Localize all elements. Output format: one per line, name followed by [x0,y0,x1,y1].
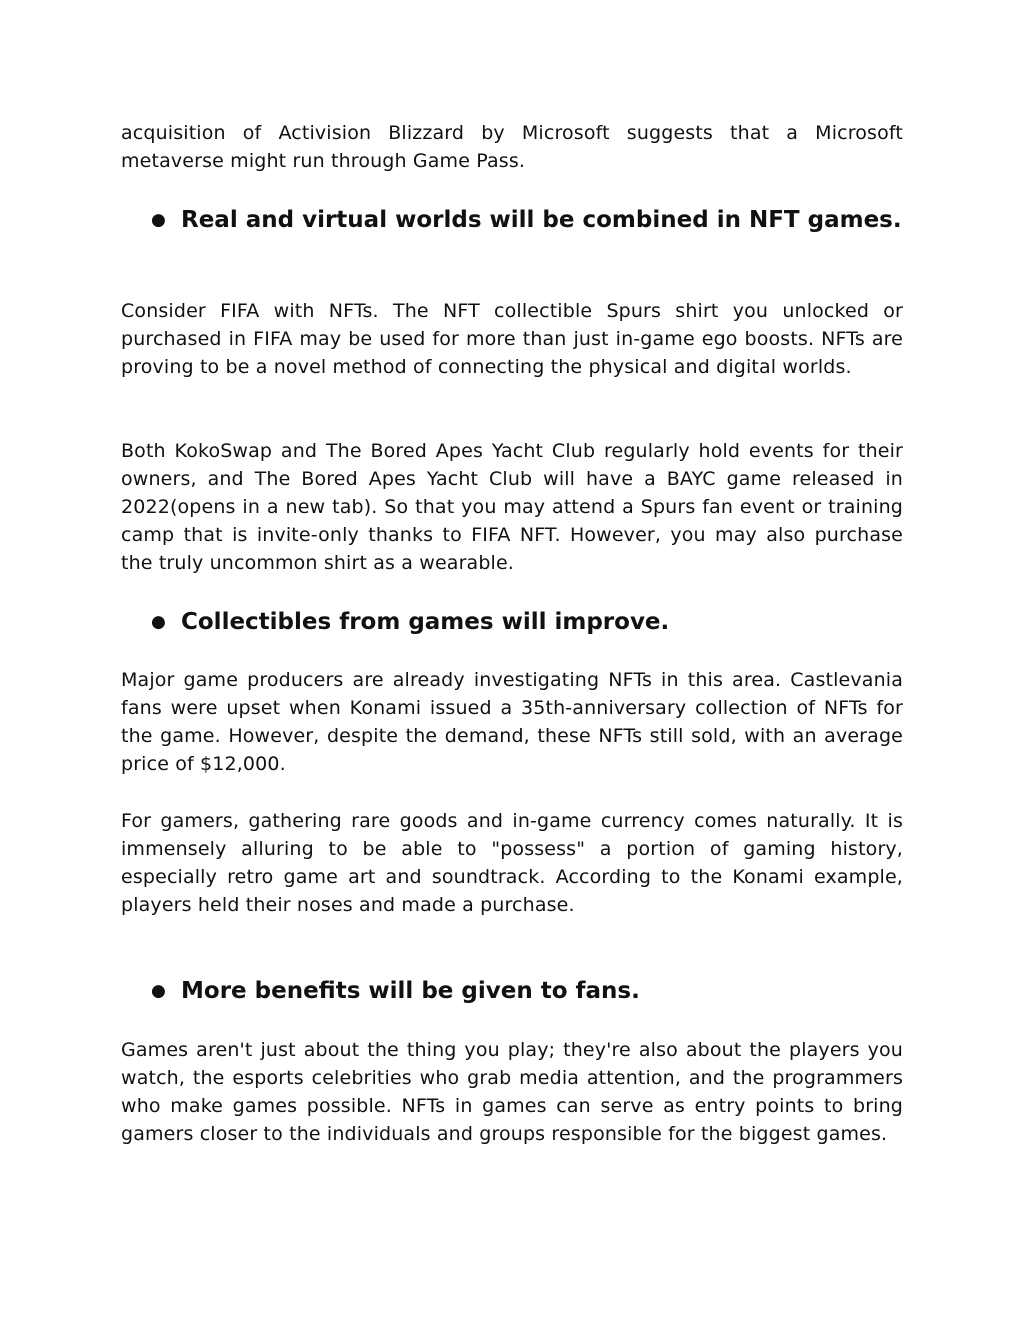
paragraph-konami-castlevania: Major game producers are already investigating NFTs in this area. Castlevania fans were upset when Konami issued a 35th-anniversary collection of NFTs for the game. However, despite the demand, these NFTs still sold, with an average price of $12,000. [121,669,903,775]
heading-text: Collectibles from games will improve. [181,609,670,635]
bullet-icon: ● [151,210,166,230]
bullet-icon: ● [151,981,166,1001]
heading-real-virtual-worlds [151,204,903,236]
bullet-icon: ● [151,612,166,632]
heading-text: More benefits will be given to fans. [181,978,640,1004]
paragraph-games-players: Games aren't just about the thing you play; they're also about the players you watch, the esports celebrities who grab media attention, and the programmers who make games possible. NFTs in games can serve as entry points to bring gamers closer to the individuals and groups responsible for the biggest games. [121,1039,903,1145]
paragraph-kokoswap-bayc: Both KokoSwap and The Bored Apes Yacht Club regularly hold events for their owners, and The Bored Apes Yacht Club will have a BAYC game released in 2022(opens in a new tab). So that you may attend a Spurs fan event or training camp that is invite-only thanks to FIFA NFT. However, you may also purchase the truly uncommon shirt as a wearable. [121,440,903,574]
heading-collectibles [151,606,903,638]
heading-fan-benefits [151,975,903,1007]
paragraph-fifa-nfts: Consider FIFA with NFTs. The NFT collectible Spurs shirt you unlocked or purchased in FIFA may be used for more than just in-game ego boosts. NFTs are proving to be a novel method of connecting the physical and digital worlds. [121,300,903,378]
paragraph-intro: acquisition of Activision Blizzard by Microsoft suggests that a Microsoft metaverse might run through Game Pass. [121,122,903,172]
paragraph-gamers-collecting: For gamers, gathering rare goods and in-game currency comes naturally. It is immensely alluring to be able to "possess" a portion of gaming history, especially retro game art and soundtrack. According to the Konami example, players held their noses and made a purchase. [121,810,903,916]
heading-text: Real and virtual worlds will be combined in NFT games. [181,207,902,233]
